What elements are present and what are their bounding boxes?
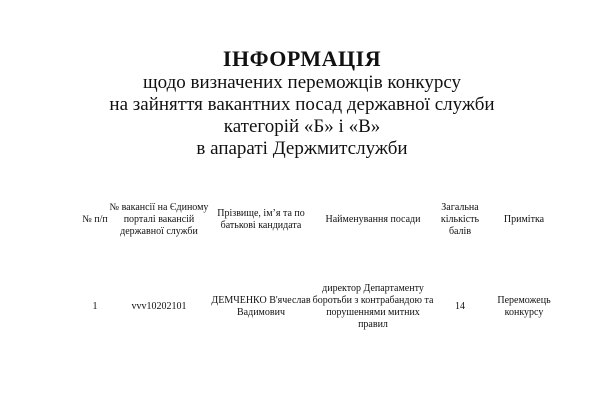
cell-vacancy: vvv10202101 [131,301,187,312]
cell-candidate: ДЕМЧЕНКО В'ячеслав Вадимович [211,295,311,318]
subtitle-line-1: щодо визначених переможців конкурсу [142,72,462,93]
cell-position: директор Департаменту боротьби з контрабандою та порушеннями митних правил [312,283,434,330]
header-number: № п/п [82,214,108,225]
subtitle-line-3: категорій «Б» і «В» [223,116,381,137]
cell-note: Переможець конкурсу [497,295,551,318]
subtitle-line-2: на зайняття вакантних посад державної служби [109,94,495,115]
header-position: Найменування посади [325,214,421,225]
header-score: Загальна кількість балів [440,202,480,237]
document-title: ІНФОРМАЦІЯ [222,46,382,71]
header-note: Примітка [503,214,545,225]
table-header-row [82,178,562,262]
cell-score: 14 [455,301,465,312]
header-candidate: Прізвище, ім’я та по батькові кандидата [217,208,305,231]
cell-number: 1 [92,301,98,312]
header-vacancy: № вакансії на Єдиному порталі вакансій державної служби [109,202,209,237]
subtitle-line-4: в апараті Держмитслужби [196,138,408,159]
results-table [82,178,562,352]
table-row [82,262,562,352]
document-header [0,46,604,160]
